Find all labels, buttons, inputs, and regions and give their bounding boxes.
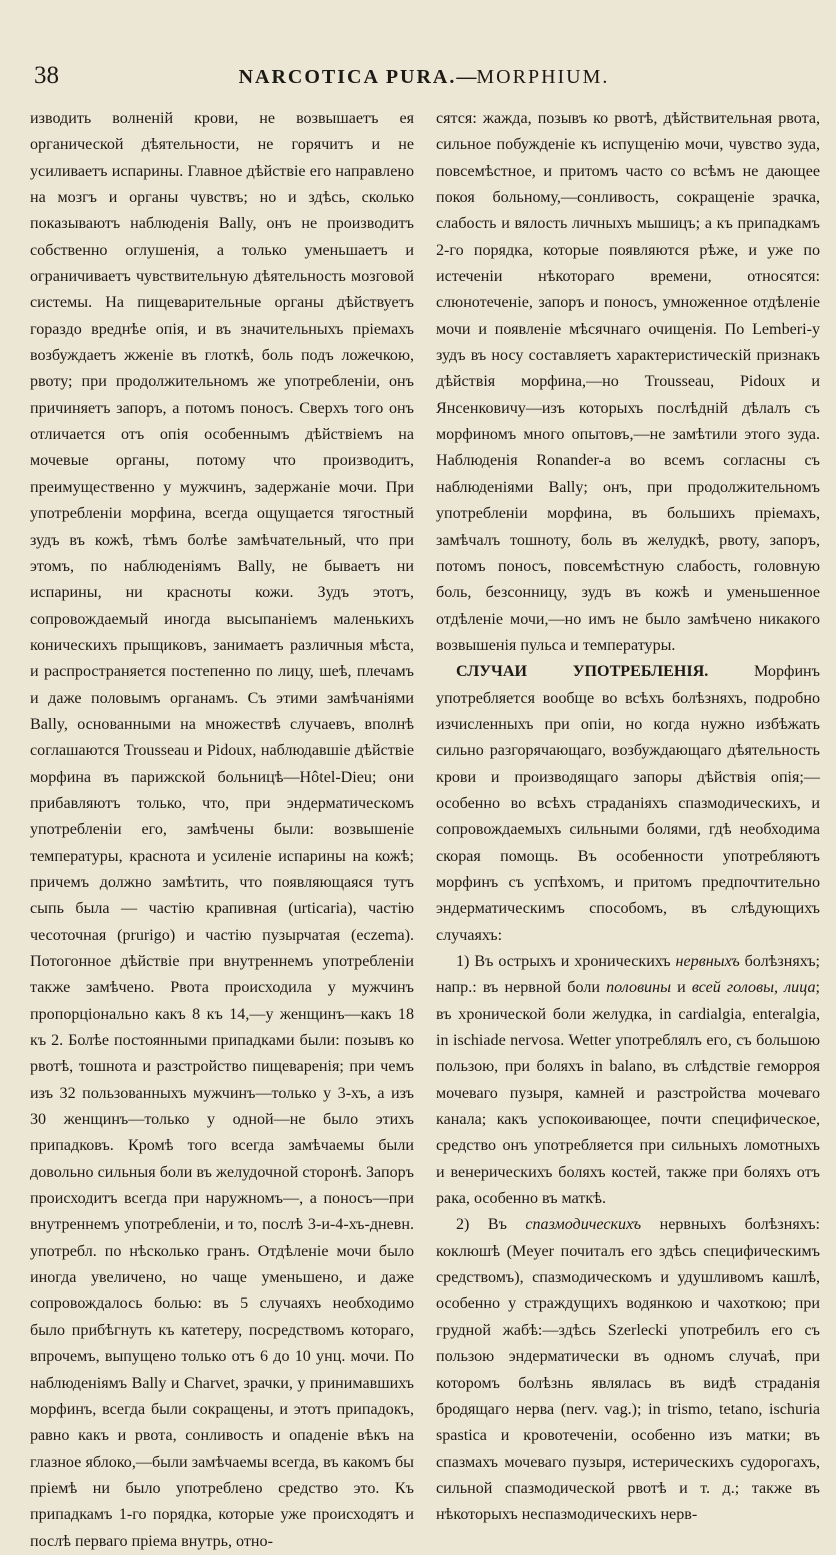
list-item-1-text: 1) Въ острыхъ и хроническихъ [456,953,676,970]
page-header [30,62,818,102]
usage-section [436,659,820,949]
list-item-2-text: нервныхъ болѣзняхъ: коклюшѣ (Meyer почиталъ его здѣсь специфическимъ средствомъ), спазмодическомъ и удушливомъ кашлѣ, особенно у страждущихъ водянкою и чахоткою; при грудной жабѣ:—здѣсь Szerlecki употребилъ его съ пользою эндерматически въ одномъ случаѣ, при которомъ болѣзнь являлась въ видѣ страданія бродящаго нерва (nerv. vag.); in trismo, tetano, ischuria spastica и кровотеченіи, особенно изъ матки; въ спазмахъ мочеваго пузыря, истерическихъ судорогахъ, сильной спазмодической рвотѣ и т. д.; также въ нѣкоторыхъ неспазмодическихъ нерв- [436,1216,820,1524]
list-item-1-text: болѣзняхъ; напр.: въ нервной боли [436,953,820,997]
list-item-2-text: 2) Въ [456,1216,526,1234]
usage-intro: Морфинъ употребляется вообще во всѣхъ болѣзняхъ, подробно изчисленныхъ при опіи, но когда нужно избѣжать сильно разгорячающаго, возбуждающаго дѣятельность крови и производящаго запоры дѣйствія опія;—особенно во всѣхъ страданіяхъ спазмодическихъ, и сопровождаемыхъ сильными болями, гдѣ необходима скорая помощь. Въ особенности употребляютъ морфинъ съ успѣхомъ, и притомъ предпочтительно эндерматическимъ способомъ, въ слѣдующихъ случаяхъ: [436,663,820,944]
section-heading: СЛУЧАИ УПОТРЕБЛЕНІЯ. [456,663,709,681]
page-number: 38 [34,62,59,89]
running-title-sub: MORPHIUM. [476,66,610,88]
list-item-2 [436,1212,820,1528]
left-column [30,106,414,1550]
running-title-dash: — [456,66,477,88]
left-column-paragraph: изводить волненій крови, не возвышаетъ ея органической дѣятельности, не горячитъ и не усиливаетъ испарины. Главное дѣйствіе его направлено на мозгъ и органы чувствъ; но и здѣсь, сколько показываютъ наблюденія Bally, онъ не производитъ собственно оглушенія, а только уменьшаетъ и ограничиваетъ чувствительную дѣятельность мозговой системы. На пищеварительные органы дѣйствуетъ гораздо вреднѣе опія, и въ значительныхъ пріемахъ возбуждаетъ жженіе въ глоткѣ, боль подъ ложечкою, рвоту; при продолжительномъ же употребленіи, онъ причиняетъ запоръ, а потомъ поносъ. Сверхъ того онъ отличается отъ опія особеннымъ дѣйствіемъ на мочевые органы, потому что производитъ, преимущественно у мужчинъ, задержаніе мочи. При употребленіи морфина, всегда ощущается тягостный зудъ въ кожѣ, тѣмъ болѣе замѣчательный, что при этомъ, по наблюденіямъ Bally, не бываетъ ни испарины, ни красноты кожи. Зудъ этотъ, сопровождаемый иногда высыпаніемъ маленькихъ коническихъ прыщиковъ, занимаетъ различныя мѣста, и распространяется постепенно по лицу, шеѣ, плечамъ и даже половымъ органамъ. Съ этими замѣчаніями Bally, основанными на множествѣ случаевъ, вполнѣ соглашаются Trousseau и Pidoux, наблюдавшіе дѣйствіе морфина въ парижской больницѣ—Hôtel-Dieu; они прибавляютъ только, что, при эндерматическомъ употребленіи его, замѣчены были: возвышеніе температуры, краснота и усиленіе испарины на кожѣ; причемъ должно замѣтить, что появляющаяся тутъ сыпь была — частію крапивная (urticaria), частію чесоточная (prurigo) и частію пузырчатая (eczema). Потогонное дѣйствіе при внутреннемъ употребленіи также замѣчено. Рвота происходила у мужчинъ пропорціонально какъ 8 къ 14,—у женщинъ—какъ 18 къ 2. Болѣе постоянными припадками были: позывъ ко рвотѣ, тошнота и разстройство пищеваренія; при чемъ изъ 32 пользованныхъ мужчинъ—только у 3-хъ, а изъ 30 женщинъ—только у одной—не было этихъ припадковъ. Кромѣ того всегда замѣчаемы были довольно сильныя боли въ желудочной сторонѣ. Запоръ происходитъ всегда при наружномъ—, а поносъ—при внутреннемъ употребленіи, и то, послѣ 3-и-4-хъ-дневн. употребл. по нѣсколько гранъ. Отдѣленіе мочи было иногда увеличено, но чаще уменьшено, и даже сопровождалось болью: въ 5 случаяхъ необходимо было прибѣгнуть къ катетеру, посредствомъ котораго, впрочемъ, выпущено только отъ 6 до 10 унц. мочи. По наблюденіямъ Bally и Charvet, зрачки, у принимавшихъ морфинъ, всегда были сокращены, и этотъ припадокъ, равно какъ и рвота, сонливость и опаденіе вѣкъ на глазное яблоко,—были замѣчаемы всегда, въ какомъ бы пріемѣ ни было употреблено средство это. Къ припадкамъ 1-го порядка, которые уже происходятъ и послѣ перваго пріема внутрь, отно- [30,110,414,1550]
list-item-1-emphasis: всей головы, лица [691,979,816,997]
list-item-2-emphasis: спазмодическихъ [525,1216,642,1234]
list-item-1-emphasis: нервныхъ [675,953,740,970]
right-paragraph-continuation: сятся: жажда, позывъ ко рвотѣ, дѣйствительная рвота, сильное побужденіе къ испущенію мочи, чувство зуда, повсемѣстное, и притомъ часто со всѣмъ не дающее покоя больному,—сонливость, сокращеніе зрачка, слабость и вялость личныхъ мышицъ; а къ припадкамъ 2-го порядка, которые появляются рѣже, и уже по истеченіи нѣкотораго времени, относятся: слюнотеченіе, запоръ и поносъ, умноженное отдѣленіе мочи и появленіе мѣсячнаго очищенія. По Lemberi-у зудъ въ носу составляетъ характеристическій признакъ дѣйствія морфина,—но Trousseau, Pidoux и Янсенковичу—изъ которыхъ послѣдній дѣлалъ съ морфиномъ много опытовъ,—не замѣтили этого зуда. Наблюденія Ronander-а во всемъ согласны съ наблюденіями Bally; онъ, при продолжительномъ употребленіи морфина, въ большихъ пріемахъ, замѣчалъ тошноту, боль въ желудкѣ, рвоту, запоръ, потомъ поносъ, повсемѣстную слабость, головную боль, безсонницу, зудъ въ кожѣ и уменьшенное отдѣленіе мочи,—но имъ не было замѣчено никакого возвышенія пульса и температуры. [436,110,820,654]
list-item-1-text: и [670,979,692,997]
text-columns [30,106,820,1550]
running-title [30,66,818,89]
right-column [436,106,820,1524]
running-title-main: NARCOTICA PURA. [238,66,457,88]
list-item-1-emphasis: половины [606,979,671,997]
list-item-1-text: ; въ хронической боли желудка, in cardialgia, enteralgia, in ischiade nervosa. Wetter употреблялъ его, съ большою пользою, при боляхъ in balano, въ слѣдствіе геморроя мочеваго пузыря, камней и разстройства мочеваго канала; какъ успокоивающее, почти специфическое, средство онъ употребляется при сильныхъ ломотныхъ и венерическихъ боляхъ костей, также при боляхъ отъ рака, особенно въ маткѣ. [436,979,820,1208]
list-item-1 [436,949,820,1212]
